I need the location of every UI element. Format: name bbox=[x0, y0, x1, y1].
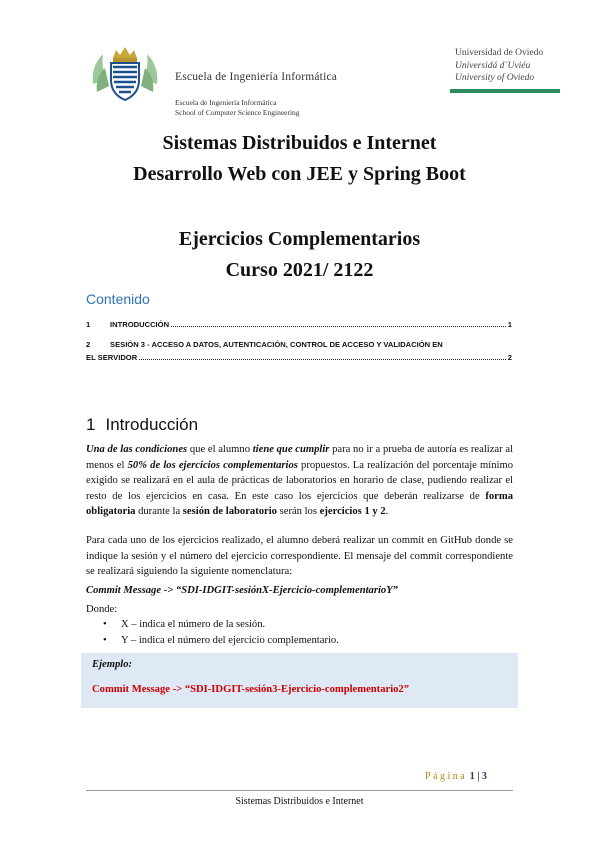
footer-text: Sistemas Distribuidos e Internet bbox=[235, 796, 364, 807]
list-item-text: Y – indica el número del ejercicio complementario. bbox=[121, 635, 339, 646]
example-commit-message: Commit Message -> “SDI-IDGIT-sesión3-Ejercicio-complementario2” bbox=[92, 684, 410, 695]
footer-divider bbox=[86, 790, 513, 791]
school-name: Escuela de Ingeniería Informática bbox=[175, 71, 338, 83]
text: propuestos. La realización del porcentaje mínimo exigido se realizará en el aula de prácticas de laboratorios en horario de clase, pudiendo realizar el resto de los ejercicios en casa. En este caso los ejercicios que deberán realizarse de bbox=[86, 459, 513, 502]
toc-entry-page: 1 bbox=[507, 320, 512, 329]
school-sub-es: Escuela de Ingeniería Informática bbox=[175, 98, 277, 107]
toc-entry-title-cont: EL SERVIDOR bbox=[86, 353, 138, 362]
university-crest-logo bbox=[89, 44, 161, 102]
page-total: 3 bbox=[481, 771, 487, 782]
title-document: Ejercicios Complementarios bbox=[178, 228, 421, 250]
toc-entry[interactable] bbox=[86, 339, 512, 351]
toc-entry-title: INTRODUCCIÓN bbox=[110, 320, 170, 329]
toc-leader-dots bbox=[171, 319, 506, 327]
section-heading bbox=[86, 415, 198, 435]
bullet-icon: • bbox=[103, 619, 107, 630]
page-label: Página bbox=[425, 771, 468, 782]
page-number bbox=[425, 771, 487, 782]
text: . bbox=[385, 506, 389, 518]
school-subtitle bbox=[175, 98, 300, 117]
emphasis: forma obligatoria bbox=[86, 490, 513, 518]
list-item-text: X – indica el número de la sesión. bbox=[121, 619, 266, 630]
page-current: 1 bbox=[469, 771, 475, 782]
example-box bbox=[81, 653, 518, 708]
title-subject: Desarrollo Web con JEE y Spring Boot bbox=[133, 163, 466, 185]
toc-entry-number: 1 bbox=[86, 320, 91, 329]
university-accent-bar bbox=[450, 89, 560, 93]
emphasis: ejercicios 1 y 2 bbox=[319, 506, 386, 518]
emphasis: sesión de laboratorio bbox=[182, 506, 277, 518]
section-title: Introducción bbox=[105, 415, 199, 434]
emphasis: Una de las condiciones bbox=[86, 444, 188, 455]
example-label: Ejemplo: bbox=[92, 659, 133, 670]
toc-leader-dots bbox=[139, 352, 506, 360]
text: que el alumno bbox=[187, 444, 253, 455]
section-number: 1 bbox=[86, 415, 96, 434]
university-name-es: Universidad de Oviedo bbox=[455, 48, 544, 58]
title-year: Curso 2021/ 2122 bbox=[225, 259, 374, 281]
page-separator: | bbox=[477, 771, 480, 782]
emphasis: 50% de los ejercicios complementarios bbox=[127, 459, 298, 471]
text: serán los bbox=[276, 506, 320, 518]
toc-heading: Contenido bbox=[86, 291, 150, 307]
text: durante la bbox=[135, 506, 183, 518]
list-item bbox=[103, 633, 339, 649]
university-name-block bbox=[455, 47, 543, 85]
toc-entry-title: SESIÓN 3 - ACCESO A DATOS, AUTENTICACIÓN, CONTROL DE ACCESO Y VALIDACIÓN EN bbox=[110, 340, 443, 349]
intro-paragraph bbox=[86, 442, 513, 520]
toc-entry-page: 2 bbox=[507, 353, 512, 362]
commit-paragraph: Para cada uno de los ejercicios realizado, el alumno deberá realizar un commit en GitHub donde se indique la sesión y el número del ejercicio correspondiente. El mensaje del commit correspondiente se realizará siguiendo la siguiente nomenclatura: bbox=[86, 535, 513, 578]
bullet-icon: • bbox=[103, 635, 107, 646]
toc-entry-continued[interactable] bbox=[86, 352, 512, 364]
university-name-ast: Universidá d´Uviéu bbox=[455, 60, 531, 71]
emphasis: tiene que cumplir bbox=[252, 444, 330, 455]
text: para no ir a prueba de autoría es realizar al menos el bbox=[86, 444, 514, 471]
commit-format: Commit Message -> “SDI-IDGIT-sesiónX-Ejercicio-complementarioY” bbox=[86, 585, 398, 596]
title-course: Sistemas Distribuidos e Internet bbox=[162, 132, 437, 154]
toc-entry-number: 2 bbox=[86, 340, 91, 349]
university-name-en: University of Oviedo bbox=[455, 73, 535, 83]
school-sub-en: School of Computer Science Engineering bbox=[175, 107, 300, 117]
list-item bbox=[103, 617, 265, 633]
donde-label: Donde: bbox=[86, 604, 118, 615]
toc-entry[interactable] bbox=[86, 319, 512, 331]
